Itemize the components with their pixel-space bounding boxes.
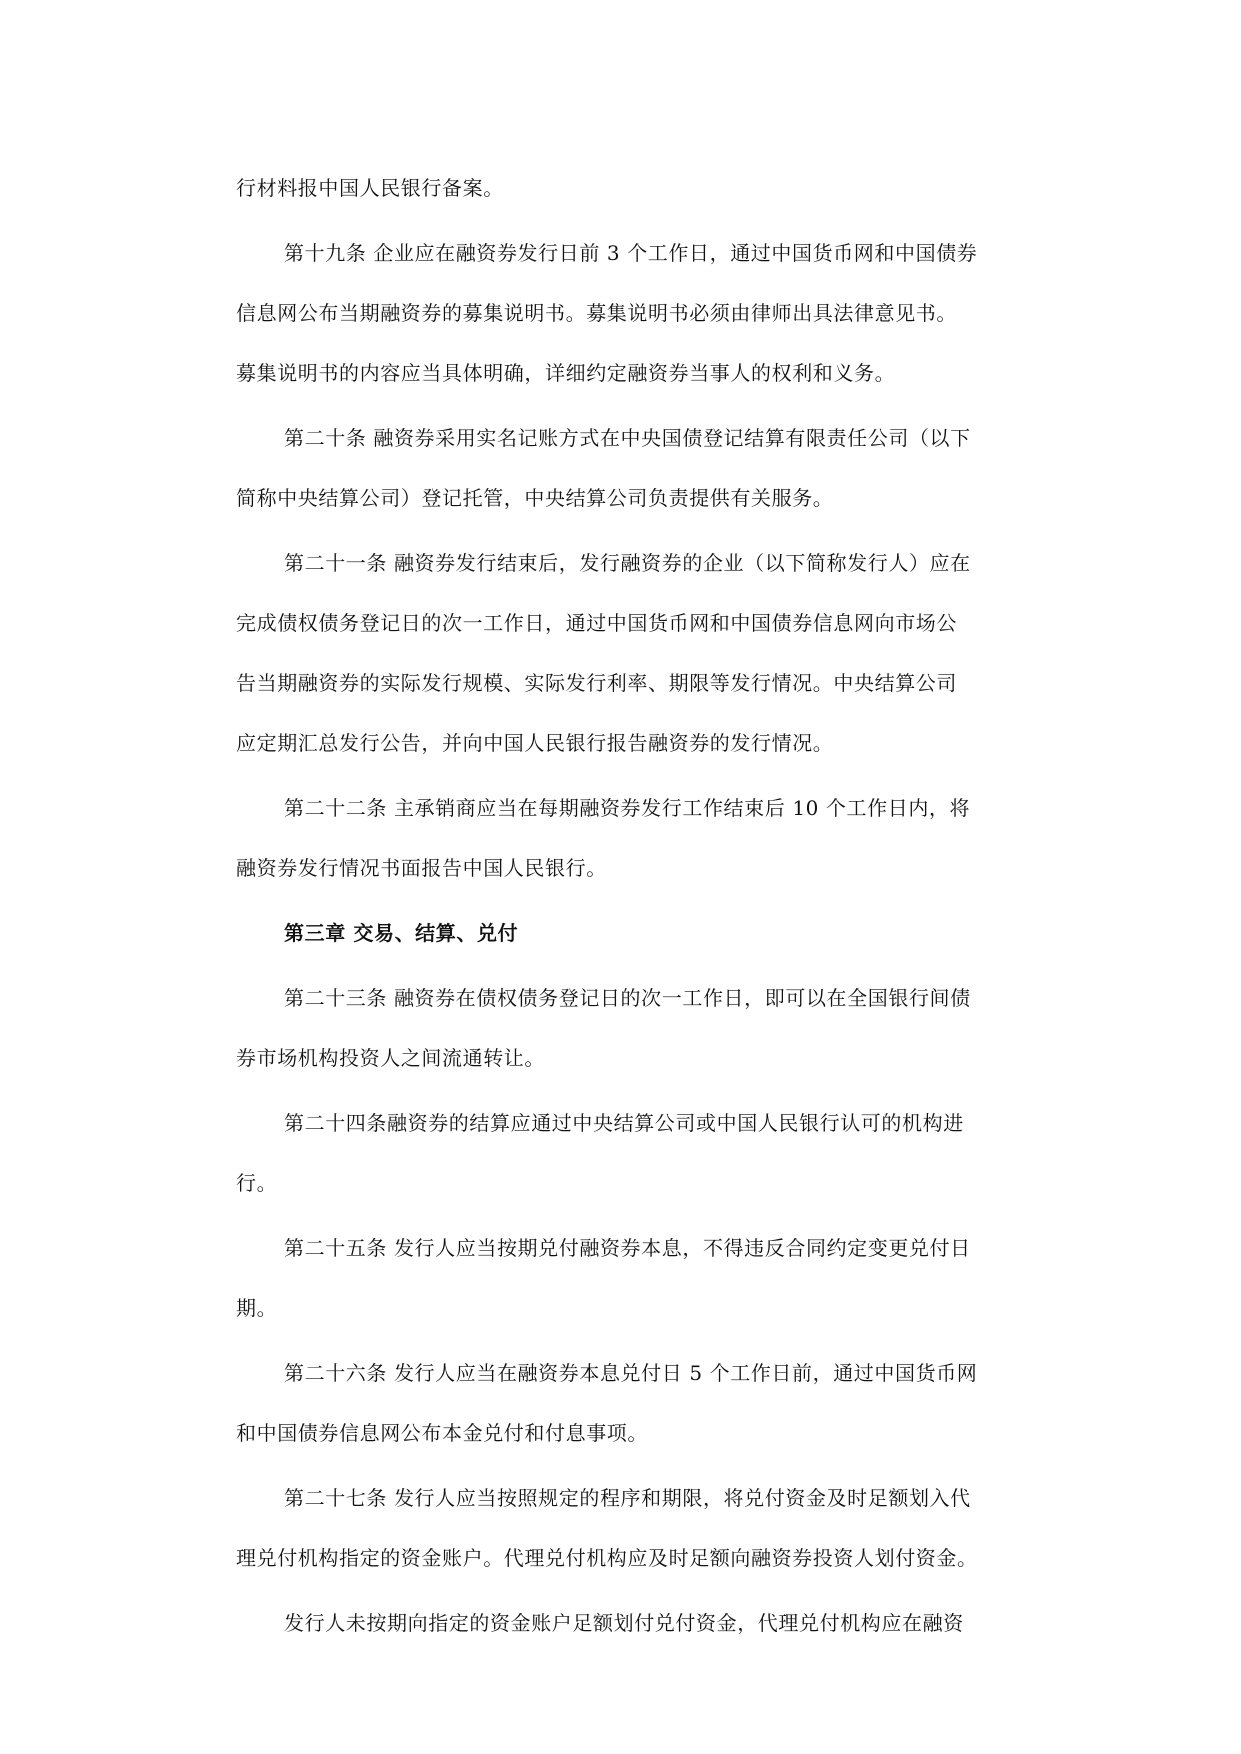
chapter-heading: 第三章 交易、结算、兑付 xyxy=(284,921,519,945)
article-19 xyxy=(236,223,1016,403)
text-line: 发行人未按期向指定的资金账户足额划付兑付资金，代理兑付机构应在融资 xyxy=(284,1611,964,1635)
paragraph-continuation xyxy=(236,158,1016,218)
article-24 xyxy=(236,1093,1016,1213)
article-22 xyxy=(236,778,1016,898)
article-23 xyxy=(236,968,1016,1088)
article-20 xyxy=(236,408,1016,528)
text-line: 行材料报中国人民银行备案。 xyxy=(236,176,504,200)
text-line: 应定期汇总发行公告，并向中国人民银行报告融资券的发行情况。 xyxy=(236,731,834,755)
text-line: 第二十三条 融资券在债权债务登记日的次一工作日，即可以在全国银行间债 xyxy=(284,986,971,1010)
article-21 xyxy=(236,533,1016,773)
text-line: 募集说明书的内容应当具体明确，详细约定融资券当事人的权利和义务。 xyxy=(236,361,896,385)
text-line: 期。 xyxy=(236,1296,278,1320)
text-line: 简称中央结算公司）登记托管，中央结算公司负责提供有关服务。 xyxy=(236,486,834,510)
text-line: 理兑付机构指定的资金账户。代理兑付机构应及时足额向融资券投资人划付资金。 xyxy=(236,1546,978,1570)
text-line: 第二十六条 发行人应当在融资券本息兑付日 5 个工作日前，通过中国货币网 xyxy=(284,1361,978,1385)
text-line: 第二十四条融资券的结算应通过中央结算公司或中国人民银行认可的机构进 xyxy=(284,1111,964,1135)
text-line: 第二十七条 发行人应当按照规定的程序和期限，将兑付资金及时足额划入代 xyxy=(284,1486,971,1510)
text-line: 第二十一条 融资券发行结束后，发行融资券的企业（以下简称发行人）应在 xyxy=(284,551,971,575)
text-line: 第二十二条 主承销商应当在每期融资券发行工作结束后 10 个工作日内，将 xyxy=(284,796,971,820)
text-line: 融资券发行情况书面报告中国人民银行。 xyxy=(236,856,607,880)
text-line: 完成债权债务登记日的次一工作日，通过中国货币网和中国债券信息网向市场公 xyxy=(236,611,957,635)
article-27 xyxy=(236,1468,1016,1588)
text-line: 行。 xyxy=(236,1171,278,1195)
article-26 xyxy=(236,1343,1016,1463)
text-line: 券市场机构投资人之间流通转让。 xyxy=(236,1046,545,1070)
article-25 xyxy=(236,1218,1016,1338)
text-line: 第二十五条 发行人应当按期兑付融资券本息，不得违反合同约定变更兑付日 xyxy=(284,1236,971,1260)
text-line: 和中国债券信息网公布本金兑付和付息事项。 xyxy=(236,1421,648,1445)
text-line: 告当期融资券的实际发行规模、实际发行利率、期限等发行情况。中央结算公司 xyxy=(236,671,957,695)
text-line: 第二十条 融资券采用实名记账方式在中央国债登记结算有限责任公司（以下 xyxy=(284,426,971,450)
text-line: 信息网公布当期融资券的募集说明书。募集说明书必须由律师出具法律意见书。 xyxy=(236,301,957,325)
text-line: 第十九条 企业应在融资券发行日前 3 个工作日，通过中国货币网和中国债券 xyxy=(284,241,978,265)
article-27-continued xyxy=(236,1593,1016,1653)
document-body xyxy=(236,158,1016,1653)
